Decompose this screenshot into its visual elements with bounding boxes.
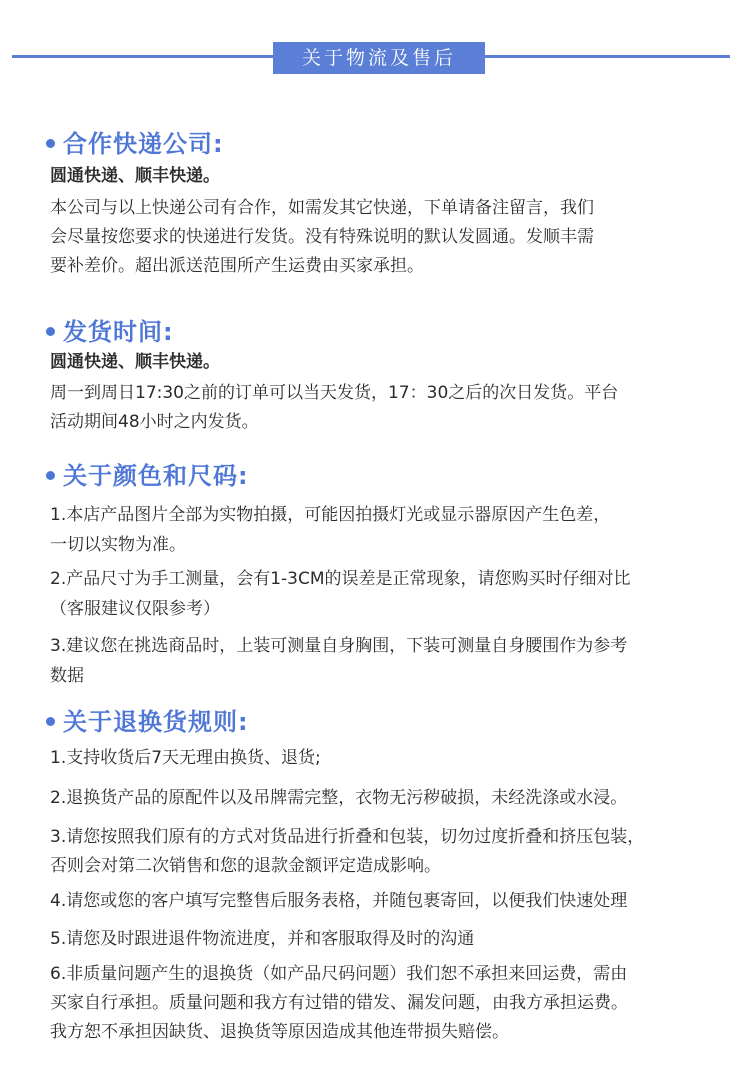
text-line: 我方恕不承担因缺货、退换货等原因造成其他连带损失赔偿。 [50,1022,509,1042]
text-line: 1.支持收货后7天无理由换货、退货; [50,748,321,768]
text-line: 5.请您及时跟进退件物流进度，并和客服取得及时的沟通 [50,929,475,949]
text-line: 本公司与以上快递公司有合作，如需发其它快递，下单请备注留言，我们 [50,198,594,218]
text-line: 否则会对第二次销售和您的退款金额评定造成影响。 [50,856,441,876]
text-line: 2.产品尺寸为手工测量，会有1-3CM的误差是正常现象，请您购买时仔细对比 [50,569,631,589]
bullet-dot-icon [46,471,55,480]
section-title: 关于颜色和尺码: [63,462,249,490]
section-heading-return-rules [46,702,249,737]
text-line: 2.退换货产品的原配件以及吊牌需完整，衣物无污秽破损，未经洗涤或水浸。 [50,788,628,808]
text-line: 数据 [50,666,84,686]
text-line: 活动期间48小时之内发货。 [50,412,259,432]
bullet-dot-icon [46,327,55,336]
section-title: 发货时间: [63,318,174,346]
text-line: 1.本店产品图片全部为实物拍摄，可能因拍摄灯光或显示器原因产生色差， [50,505,611,525]
text-line: 3.建议您在挑选商品时，上装可测量自身胸围，下装可测量自身腰围作为参考 [50,636,628,656]
section-heading-color-size [46,456,249,491]
text-line: 圆通快递、顺丰快递。 [50,352,220,372]
text-line: 4.请您或您的客户填写完整售后服务表格，并随包裹寄回，以便我们快速处理 [50,891,628,911]
text-line: 圆通快递、顺丰快递。 [50,166,220,186]
bullet-dot-icon [46,139,55,148]
section-heading-shipping-time [46,312,174,347]
bullet-dot-icon [46,717,55,726]
text-line: 会尽量按您要求的快递进行发货。没有特殊说明的默认发圆通。发顺丰需 [50,227,594,247]
section-heading-courier [46,124,224,159]
text-line: 3.请您按照我们原有的方式对货品进行折叠和包装，切勿过度折叠和挤压包装， [50,827,645,847]
text-line: 周一到周日17:30之前的订单可以当天发货，17：30之后的次日发货。平台 [50,383,619,403]
text-line: 买家自行承担。质量问题和我方有过错的错发、漏发问题，由我方承担运费。 [50,993,628,1013]
section-title: 合作快递公司: [63,130,224,158]
section-title: 关于退换货规则: [63,708,249,736]
text-line: 一切以实物为准。 [50,535,186,555]
banner-title: 关于物流及售后 [273,42,485,74]
text-line: 要补差价。超出派送范围所产生运费由买家承担。 [50,256,424,276]
text-line: （客服建议仅限参考） [50,599,220,619]
text-line: 6.非质量问题产生的退换货（如产品尺码问题）我们恕不承担来回运费，需由 [50,964,628,984]
